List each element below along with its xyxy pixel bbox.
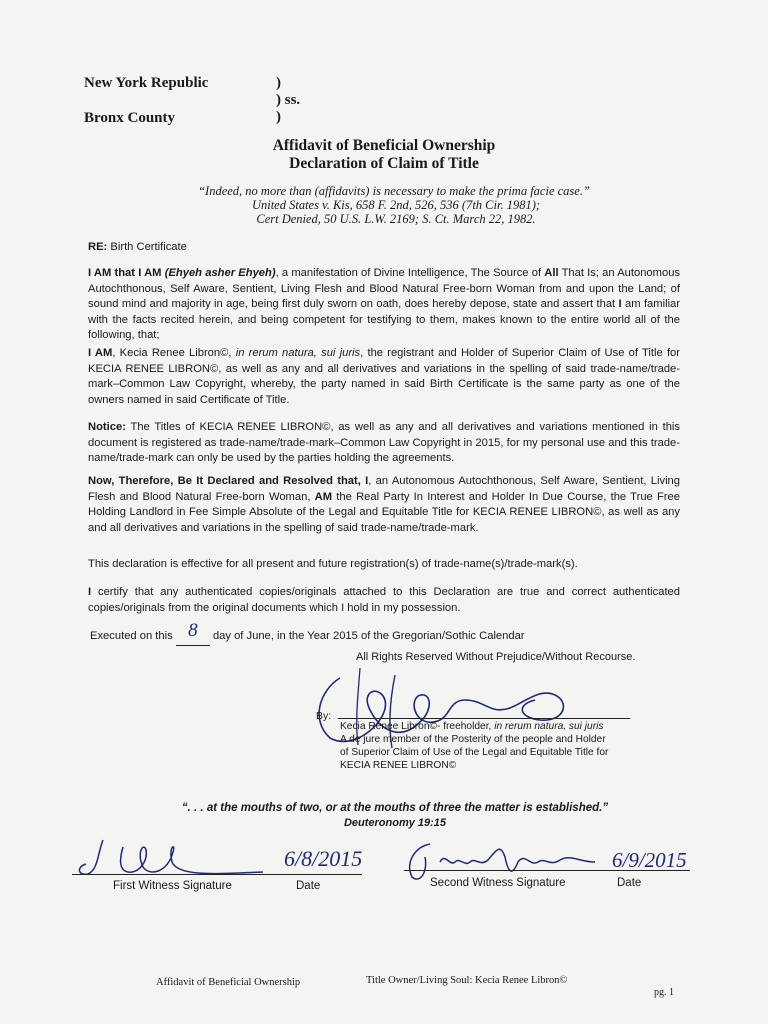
second-witness-label: Second Witness Signature	[430, 877, 566, 889]
second-witness-date-value: 6/9/2015	[612, 848, 687, 872]
reservation-statement: All Rights Reserved Without Prejudice/Without Recourse.	[356, 651, 636, 663]
signer-line-4: KECIA RENEE LIBRON©	[340, 760, 457, 771]
paragraph-effective: This declaration is effective for all present and future registration(s) of trade-name(s)/trade-mark(s).	[88, 558, 578, 570]
p3-text: The Titles of KECIA RENEE LIBRON©, as well as any and all derivatives and variations mentioned in this document is registered as trade-name/trade-mark–Common Law Copyright in 2015, for my personal use and this trade-name/trade-mark can only be used by the parties holding the agreements.	[88, 421, 680, 465]
principal-signature-line	[338, 718, 630, 719]
signer-latin: in rerum natura, sui juris	[494, 721, 604, 732]
footer-title-owner: Title Owner/Living Soul: Kecia Renee Libron©	[366, 975, 568, 986]
p4-am: AM	[314, 490, 333, 503]
p2-lead: I AM	[88, 347, 113, 359]
signer-line-2: A de jure member of the Posterity of the people and Holder	[340, 734, 606, 745]
scripture-reference: Deuteronomy 19:15	[343, 817, 447, 829]
venue-bracket-top: )	[276, 75, 281, 91]
footer-document-title: Affidavit of Beneficial Ownership	[156, 977, 301, 988]
p2-latin: in rerum natura, sui juris	[235, 347, 361, 359]
re-line	[88, 240, 680, 256]
page-number: pg. 1	[654, 987, 674, 998]
first-witness-date-value: 6/8/2015	[284, 846, 363, 871]
first-witness-date-label: Date	[296, 880, 321, 892]
document-title: Affidavit of Beneficial Ownership	[272, 137, 496, 154]
signer-line-3: of Superior Claim of Use of the Legal and Equitable Title for	[340, 747, 609, 758]
venue-state: New York Republic	[84, 75, 209, 91]
p6-lead: I	[88, 586, 92, 598]
signer-details	[340, 720, 670, 772]
executed-day: 8	[188, 620, 198, 641]
citation-case: United States v. Kis, 658 F. 2nd, 526, 536 (7th Cir. 1981);	[251, 198, 541, 212]
re-value: Birth Certificate	[110, 241, 187, 253]
p6-text: certify that any authenticated copies/originals attached to this Declaration are true and correct authenticated copies/originals from the original documents which I hold in my possession.	[88, 586, 680, 614]
re-label: RE:	[88, 241, 108, 253]
p1-lead-italic: (Ehyeh asher Ehyeh)	[164, 267, 276, 279]
signer-name: Kecia Renee Libron©- freeholder,	[340, 721, 495, 732]
p1-text-a: , a manifestation of Divine Intelligence, The Source of	[275, 267, 545, 279]
p3-lead: Notice:	[88, 421, 126, 433]
citation-quote: “Indeed, no more than (affidavits) is necessary to make the prima facie case.”	[198, 184, 590, 198]
p1-lead: I AM that I AM	[88, 267, 162, 279]
p4-text-b: the Real Party In Interest and Holder In Due Course, the True Free Holding Landlord in Fee Simple Absolute of the Legal and Equitable Title for KECIA RENEE LIBRON©, as well as any and all derivatives and variations in the spelling of said trade-name/trade-mark.	[88, 490, 681, 534]
paragraph-resolution	[88, 474, 680, 536]
first-witness-line	[72, 874, 362, 875]
second-witness-line	[404, 870, 690, 871]
document-subtitle: Declaration of Claim of Title	[289, 155, 479, 172]
scripture-quote: “. . . at the mouths of two, or at the mouths of three the matter is established.”	[181, 802, 609, 814]
venue-bracket-bottom: )	[276, 109, 281, 125]
p1-i: I	[618, 298, 622, 311]
executed-day-field	[176, 620, 210, 646]
p1-text-c: am familiar with the facts recited herein, and being competent for testifying to them, makes known to the entire world all of the following, that;	[88, 298, 680, 342]
paragraph-notice	[88, 420, 680, 467]
paragraph-certify	[88, 585, 680, 616]
p1-text-b: That Is; an Autonomous Autochthonous, Self Aware, Sentient, Living Flesh and Blood Natural Free-born Woman from and upon the Land; of sound mind and majority in age, being first duly sworn on oath, does hereby depose, state and assert that	[88, 267, 681, 311]
p4-lead: Now, Therefore, Be It Declared and Resolved that, I	[88, 475, 369, 487]
by-label: By:	[316, 710, 332, 722]
executed-suffix: day of June, in the Year 2015 of the Gregorian/Sothic Calendar	[212, 630, 525, 642]
p4-text-a: , an Autonomous Autochthonous, Self Aware, Sentient, Living Flesh and Blood Natural Free-born Woman,	[88, 475, 680, 503]
citation-cert: Cert Denied, 50 U.S. L.W. 2169; S. Ct. March 22, 1982.	[256, 212, 536, 226]
p1-all: All	[544, 267, 559, 279]
first-witness-label: First Witness Signature	[113, 880, 232, 892]
executed-line	[90, 620, 690, 646]
p2-name: , Kecia Renee Libron©,	[112, 347, 236, 359]
p2-text: , the registrant and Holder of Superior Claim of Use of Title for KECIA RENEE LIBRON©, as well as any and all derivatives and variations in the spelling of said trade-name/trade-mark–Common Law Copyright, whereby, the party named in said Birth Certificate is the same party as one of the owners named in said Certificate of Title.	[88, 347, 680, 406]
executed-prefix: Executed on this	[90, 630, 173, 642]
venue-county: Bronx County	[84, 110, 175, 126]
venue-ss: ) ss.	[276, 92, 301, 108]
paragraph-identity	[88, 266, 680, 344]
paragraph-holder	[88, 346, 680, 408]
second-witness-date-label: Date	[617, 877, 642, 889]
